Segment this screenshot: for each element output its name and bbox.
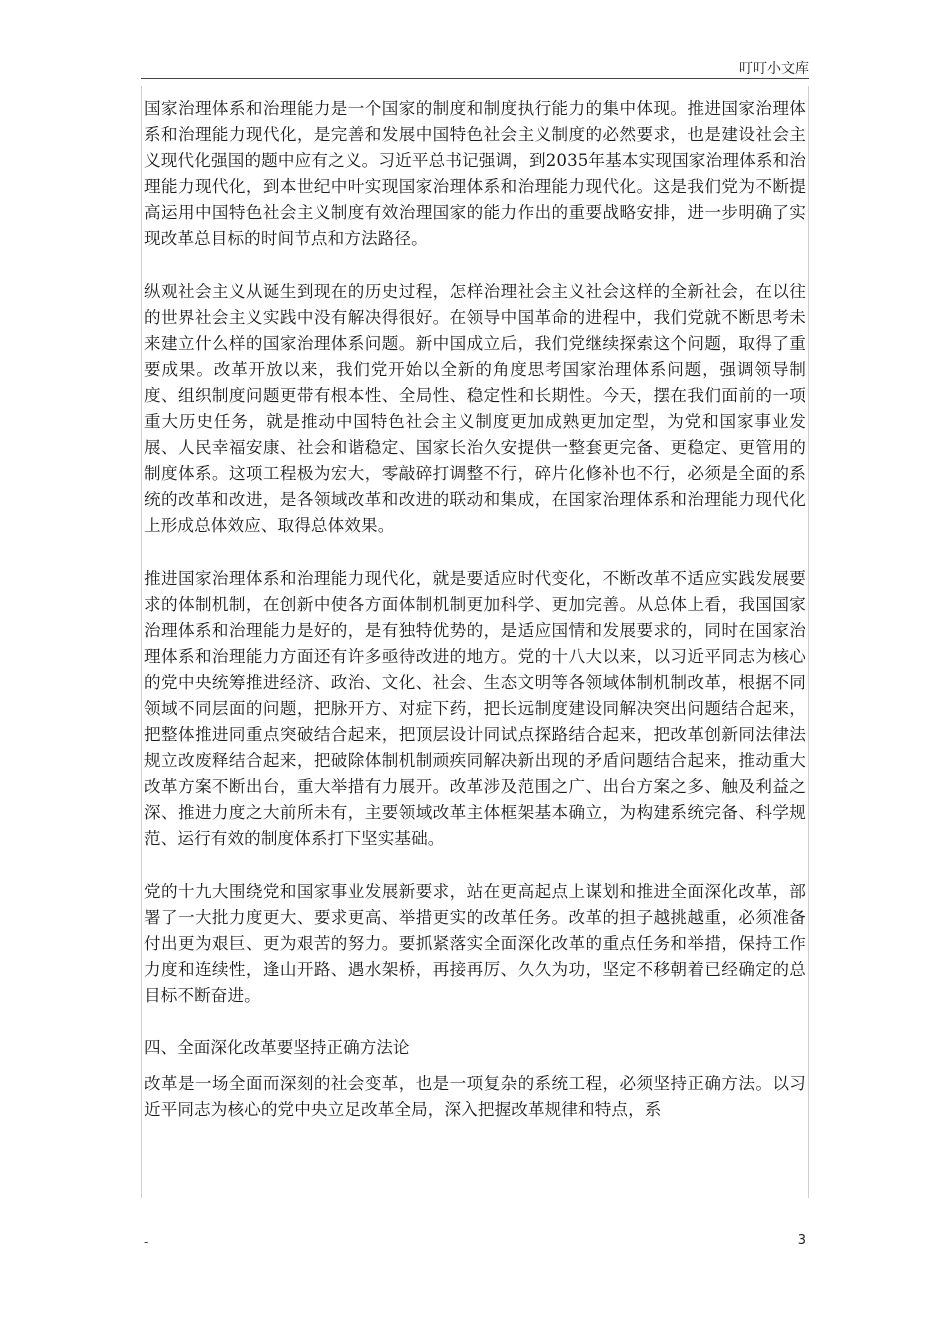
page-number: 3 [797,1233,806,1248]
paragraph-4: 党的十九大围绕党和国家事业发展新要求，站在更高起点上谋划和推进全面深化改革，部署了一大批力度更大、要求更高、举措更实的改革任务。改革的担子越挑越重，必须准备付出更为艰巨、更为艰苦的努力。要抓紧落实全面深化改革的重点任务和举措，保持工作力度和连续性，逢山开路、遇水架桥，再接再厉、久久为功，坚定不移朝着已经确定的总目标不断奋进。 [144,881,806,1005]
paragraph-gap [144,540,806,566]
paragraph-gap [144,253,806,279]
paragraph-gap [144,853,806,879]
paragraph-2: 纵观社会主义从诞生到现在的历史过程，怎样治理社会主义社会这样的全新社会，在以往的世界社会主义实践中没有解决得很好。在领导中国革命的进程中，我们党就不断思考未来建立什么样的国家治理体系问题。新中国成立后，我们党继续探索这个问题，取得了重要成果。改革开放以来，我们党开始以全新的角度思考国家治理体系问题，强调领导制度、组织制度问题更带有根本性、全局性、稳定性和长期性。今天，摆在我们面前的一项重大历史任务，就是推动中国特色社会主义制度更加成熟更加定型，为党和国家事业发展、人民幸福安康、社会和谐稳定、国家长治久安提供一整套更完备、更稳定、更管用的制度体系。这项工程极为宏大，零敲碎打调整不行，碎片化修补也不行，必须是全面的系统的改革和改进，是各领域改革和改进的联动和集成，在国家治理体系和治理能力现代化上形成总体效应、取得总体效果。 [144,281,806,536]
section-heading: 四、全面深化改革要坚持正确方法论 [144,1038,410,1057]
paragraph-gap [144,1009,806,1035]
paragraph-3: 推进国家治理体系和治理能力现代化，就是要适应时代变化，不断改革不适应实践发展要求的体制机制，在创新中使各方面体制机制更加科学、更加完善。从总体上看，我国国家治理体系和治理能力是好的，是有独特优势的，是适应国情和发展要求的，同时在国家治理体系和治理能力方面还有许多亟待改进的地方。党的十八大以来，以习近平同志为核心的党中央统筹推进经济、政治、文化、社会、生态文明等各领域体制机制改革，根据不同领域不同层面的问题，把脉开方、对症下药，把长远制度建设同解决突出问题结合起来，把整体推进同重点突破结合起来，把顶层设计同试点探路结合起来，把改革创新同法律法规立改废释结合起来，把破除体制机制顽疾同解决新出现的矛盾问题结合起来，推动重大改革方案不断出台，重大举措有力展开。改革涉及范围之广、出台方案之多、触及利益之深、推进力度之大前所未有，主要领域改革主体框架基本确立，为构建系统完备、科学规范、运行有效的制度体系打下坚实基础。 [144,568,806,849]
header-divider [141,78,809,79]
heading-gap [144,1061,806,1071]
paragraph-5: 改革是一场全面而深刻的社会变革，也是一项复杂的系统工程，必须坚持正确方法。以习近平同志为核心的党中央立足改革全局，深入把握改革规律和特点，系 [144,1074,806,1120]
footer-dash: - [144,1235,149,1249]
paragraph-1: 国家治理体系和治理能力是一个国家的制度和制度执行能力的集中体现。推进国家治理体系和治理能力现代化，是完善和发展中国特色社会主义制度的必然要求，也是建设社会主义现代化强国的题中应有之义。习近平总书记强调，到2035年基本实现国家治理体系和治理能力现代化，到本世纪中叶实现国家治理体系和治理能力现代化。这是我们党为不断提高运用中国特色社会主义制度有效治理国家的能力作出的重要战略安排，进一步明确了实现改革总目标的时间节点和方法路径。 [144,99,806,249]
header-brand: 叮叮小文库 [739,61,809,77]
document-body [141,86,809,1198]
